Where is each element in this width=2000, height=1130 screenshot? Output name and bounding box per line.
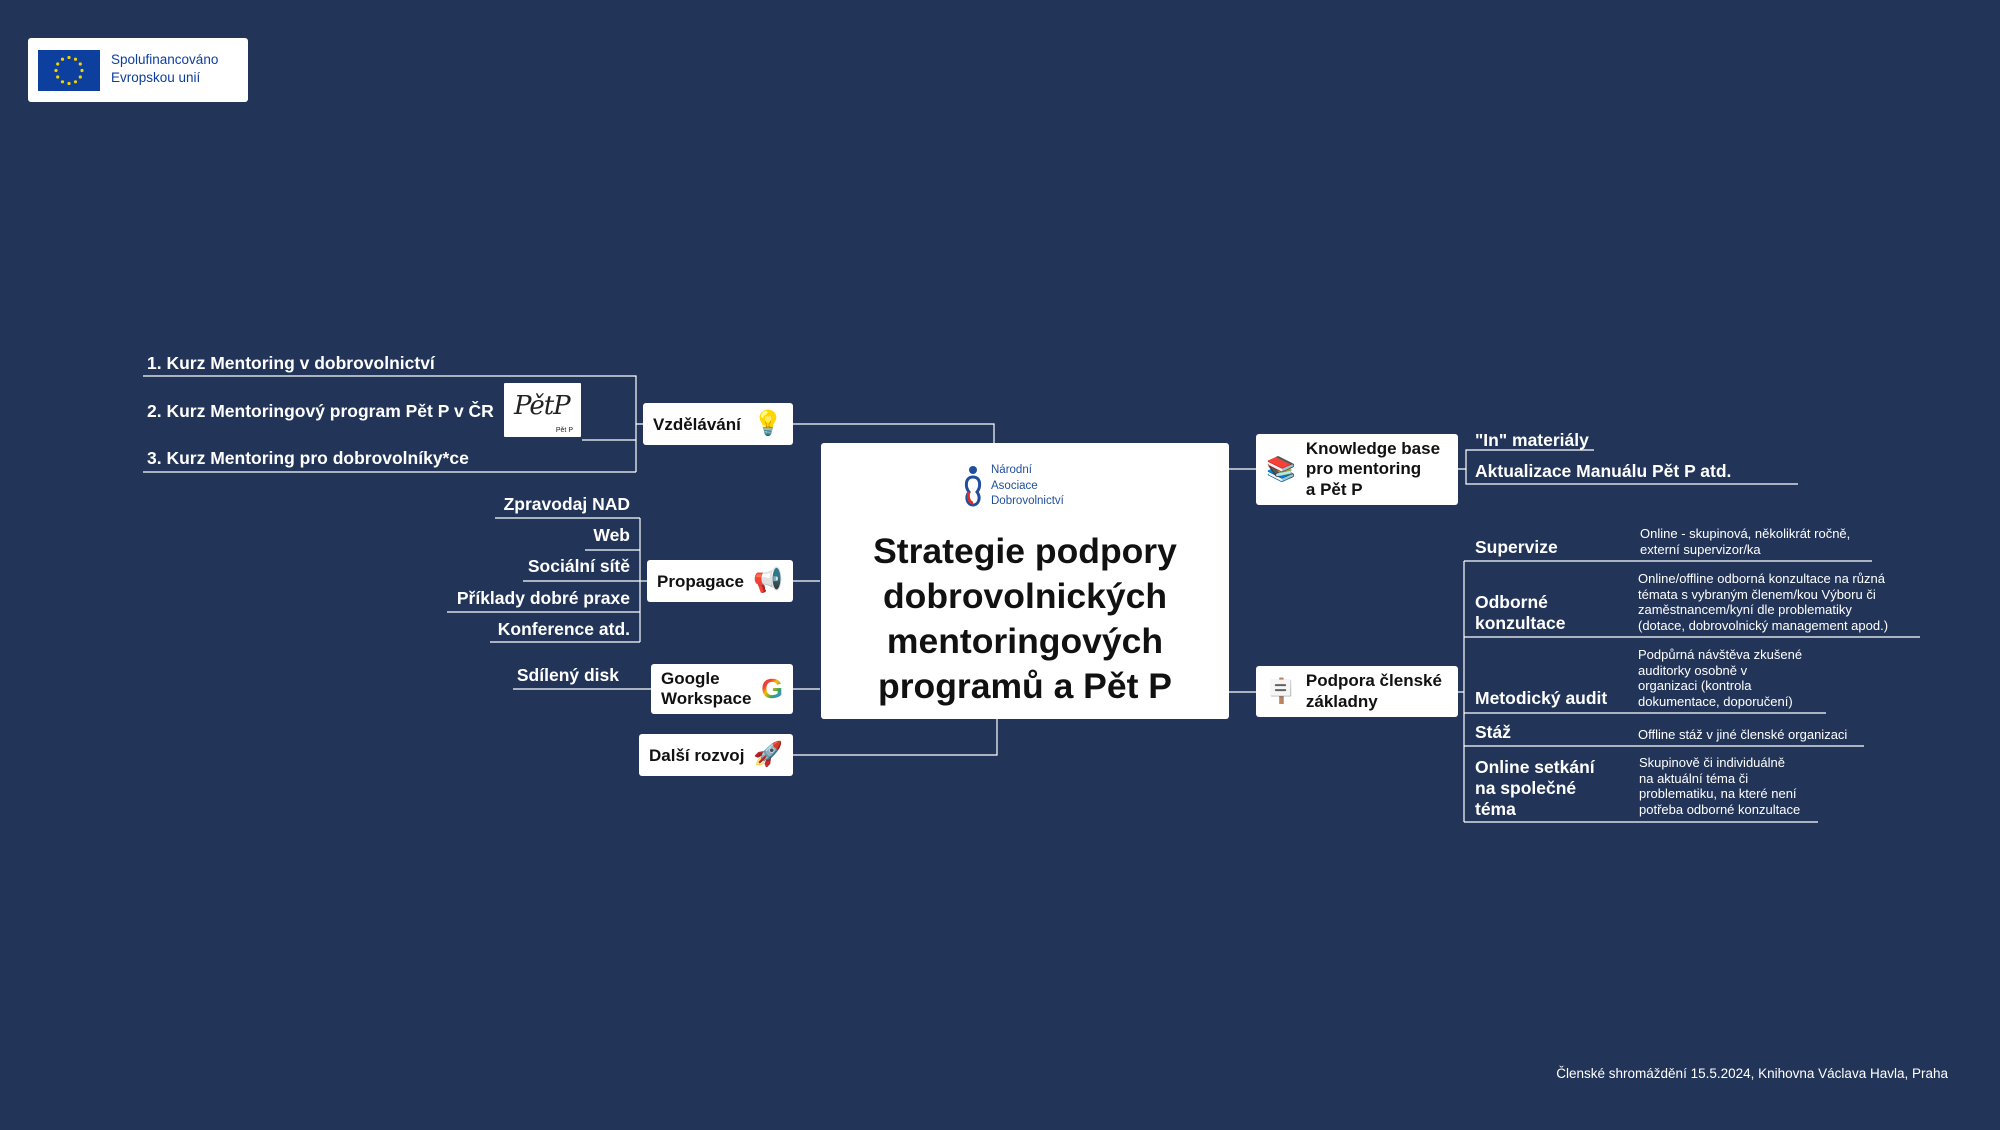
nad-logo-icon [963, 465, 983, 507]
podpora-section-staz-desc [1638, 727, 1847, 743]
setkani-title-line-2: na společné [1475, 778, 1577, 798]
podpora-section-audit-title [1475, 688, 1607, 709]
node-google-label-1: Google [661, 669, 720, 688]
vzdelavani-item-3: 3. Kurz Mentoring pro dobrovolníky*ce [147, 448, 469, 468]
setkani-desc-line-3: problematiku, na které není [1639, 786, 1797, 801]
google-icon: G [761, 673, 783, 704]
eu-flag-icon [38, 50, 100, 91]
central-title-line-3: mentoringových [886, 621, 1164, 661]
podpora-section-konzultace-title [1475, 592, 1565, 634]
audit-desc-line-4: dokumentace, doporučení) [1638, 693, 1793, 709]
konzultace-title-line-2: konzultace [1475, 613, 1566, 633]
podpora-section-setkani-desc [1639, 755, 1800, 817]
central-topic [821, 443, 1229, 719]
node-dalsi-rozvoj [639, 734, 793, 776]
knowledge-item-2: Aktualizace Manuálu Pět P atd. [1475, 461, 1732, 481]
setkani-desc-line-1: Skupinově či individuálně [1639, 755, 1785, 770]
node-vzdelavani-label: Vzdělávání [653, 414, 741, 434]
setkani-desc-line-4: potřeba odborné konzultace [1639, 801, 1801, 817]
books-icon: 📚 [1266, 455, 1296, 483]
podpora-section-audit-desc [1638, 647, 1802, 709]
node-podpora-clenske-zakladny [1256, 666, 1458, 717]
nad-logo [963, 463, 1093, 509]
node-knowledge-label-2: pro mentoring [1305, 459, 1422, 479]
konzultace-desc-line-2: témata s vybraným členem/kou Výboru či [1638, 586, 1876, 602]
podpora-section-supervize-title [1475, 537, 1558, 558]
propagace-item-1: Zpravodaj NAD [503, 494, 630, 514]
central-title-line-4: programů a Pět P [878, 666, 1172, 706]
nad-logo-line1: Národní [991, 464, 1032, 476]
podpora-section-setkani-title [1475, 757, 1595, 820]
konzultace-desc-line-3: zaměstnancem/kyní dle problematiky [1638, 602, 1852, 617]
eu-cofunding-logo [28, 38, 248, 102]
propagace-item-3: Sociální sítě [527, 556, 630, 576]
konzultace-title-line-1: Odborné [1475, 592, 1548, 612]
konzultace-desc-line-4: (dotace, dobrovolnický management apod.) [1638, 617, 1889, 633]
footer-caption: Členské shromáždění 15.5.2024, Knihovna Václava Havla, Praha [1556, 1066, 1948, 1081]
supervize-desc-line-1: Online - skupinová, několikrát ročně, [1640, 526, 1851, 541]
node-google-label-2: Workspace [661, 689, 752, 708]
eu-logo-line1: Spolufinancováno [111, 52, 219, 67]
audit-desc-line-3: organizaci (kontrola [1638, 678, 1752, 693]
google-item-1: Sdílený disk [516, 665, 619, 685]
supervize-title-line-1: Supervize [1475, 537, 1558, 557]
pet-p-logo-text: PětP [514, 391, 570, 421]
lightbulb-icon: 💡 [753, 410, 783, 437]
podpora-section-supervize-desc [1640, 526, 1850, 557]
signpost-icon: 🪧 [1266, 677, 1296, 705]
nad-logo-line2: Asociace [991, 479, 1038, 492]
central-title [821, 529, 1229, 709]
supervize-desc-line-2: externí supervizor/ka [1640, 541, 1761, 557]
node-propagace-label: Propagace [657, 571, 744, 591]
vzdelavani-item-2: 2. Kurz Mentoringový program Pět P v ČR [147, 401, 494, 421]
propagace-item-2: Web [593, 525, 630, 545]
setkani-desc-line-2: na aktuální téma či [1639, 770, 1749, 786]
pet-p-logo [504, 383, 581, 437]
vzdelavani-item-1: 1. Kurz Mentoring v dobrovolnictví [147, 353, 435, 373]
staz-title-line-1: Stáž [1475, 722, 1511, 742]
node-google-workspace [651, 664, 793, 714]
audit-title-line-1: Metodický audit [1475, 688, 1608, 708]
pet-p-logo-sub: Pět P [555, 427, 573, 434]
konzultace-desc-line-1: Online/offline odborná konzultace na různá [1638, 571, 1885, 586]
audit-desc-line-2: auditorky osobně v [1638, 662, 1748, 678]
audit-desc-line-1: Podpůrná návštěva zkušené [1638, 647, 1803, 662]
knowledge-item-1: "In" materiály [1475, 430, 1589, 450]
node-rozvoj-label: Další rozvoj [649, 745, 745, 765]
central-title-line-1: Strategie podpory [873, 531, 1177, 571]
node-knowledge-label-3: a Pět P [1305, 479, 1363, 499]
eu-logo-text [111, 51, 218, 87]
setkani-title-line-1: Online setkání [1475, 757, 1595, 777]
node-propagace [647, 560, 793, 602]
propagace-item-5: Konference atd. [497, 619, 630, 639]
rocket-icon: 🚀 [753, 741, 783, 768]
node-knowledge-label-1: Knowledge base [1305, 438, 1441, 458]
propagace-item-4: Příklady dobré praxe [456, 588, 630, 608]
megaphone-icon: 📢 [753, 567, 783, 594]
staz-desc-line-1: Offline stáž v jiné členské organizaci [1638, 727, 1848, 742]
node-podpora-label-2: základny [1305, 691, 1378, 711]
setkani-title-line-3: téma [1475, 799, 1516, 819]
nad-logo-line3: Dobrovolnictví [991, 495, 1064, 507]
node-vzdelavani [643, 403, 793, 445]
central-title-line-2: dobrovolnických [882, 576, 1168, 616]
node-podpora-label-1: Podpora členské [1305, 671, 1442, 690]
podpora-section-staz-title [1475, 722, 1511, 743]
podpora-section-konzultace-desc [1638, 571, 1888, 633]
node-knowledge-base [1256, 434, 1458, 505]
eu-logo-line2: Evropskou unií [111, 70, 201, 85]
